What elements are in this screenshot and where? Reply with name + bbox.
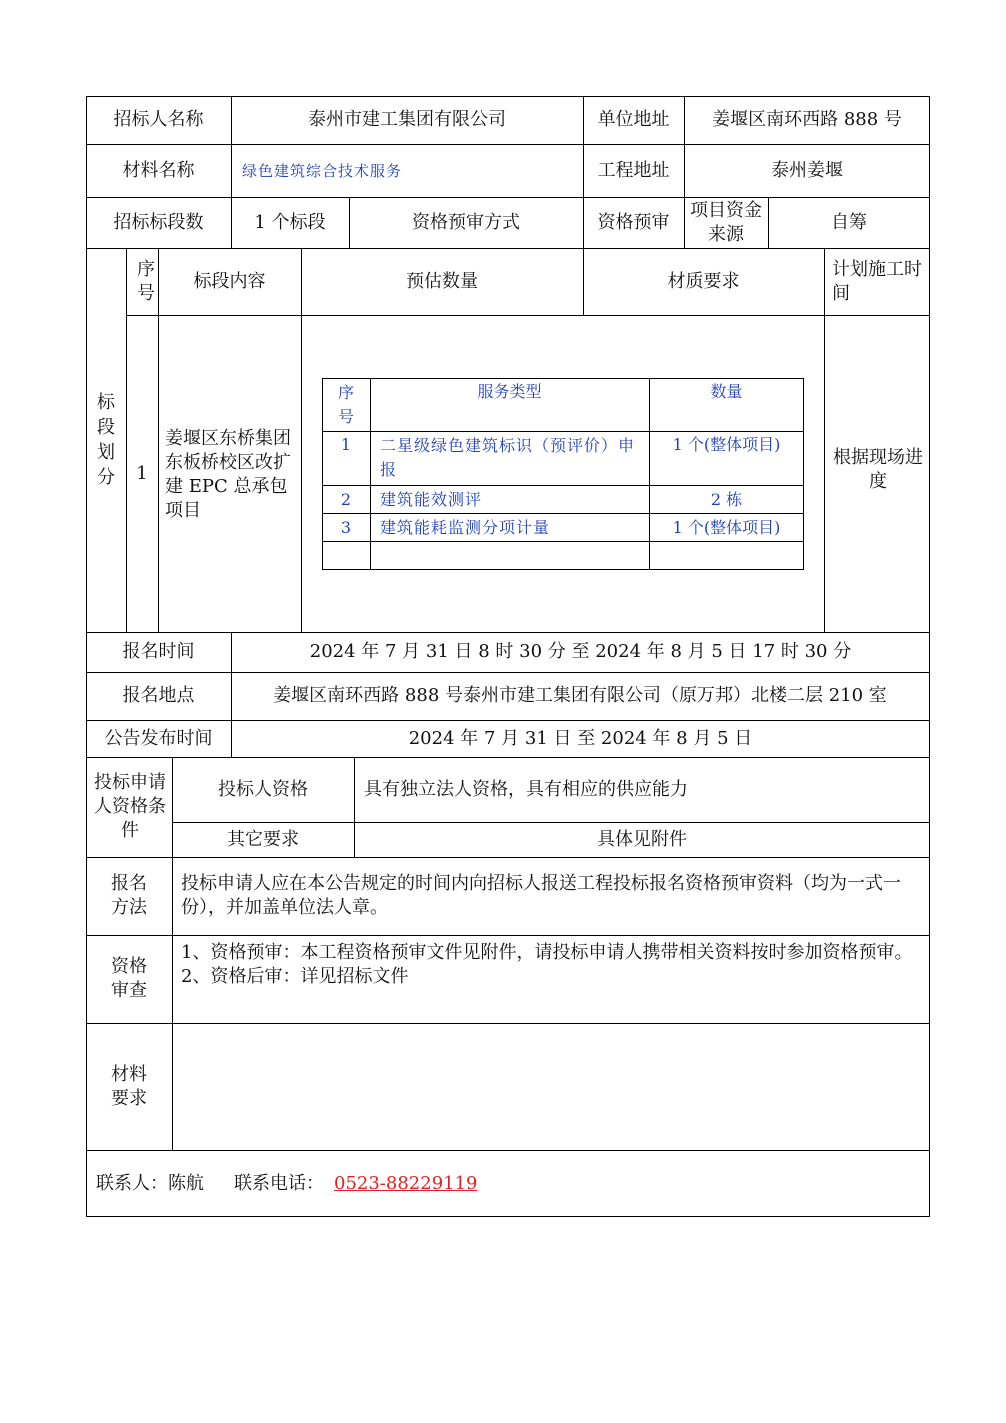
material-requirement-label: 材料要求 [111, 1063, 147, 1109]
review-line-2: 2、资格后审：详见招标文件 [181, 966, 409, 987]
project-address-label: 工程地址 [597, 159, 670, 181]
contact-phone-label: 联系电话： [234, 1172, 324, 1194]
inner-row-1-qty: 1 个(整体项目) [672, 435, 781, 454]
registration-time-label: 报名时间 [122, 641, 195, 662]
qualification-label: 投标申请人资格条件 [94, 772, 166, 841]
other-requirements-value: 具体见附件 [597, 828, 687, 850]
tenderer-label: 招标人名称 [113, 109, 204, 130]
fund-source-value: 自筹 [831, 211, 867, 233]
material-label: 材料名称 [122, 159, 195, 181]
inner-row-3-no: 3 [340, 517, 352, 537]
registration-method-value: 投标申请人应在本公告规定的时间内向招标人报送工程投标报名资格预审资料（均为一式一份），并加盖单位法人章。 [181, 873, 901, 918]
publish-time-value: 2024 年 7 月 31 日 至 2024 年 8 月 5 日 [408, 727, 753, 749]
material-value: 绿色建筑综合技术服务 [242, 161, 403, 180]
registration-place-value: 姜堰区南环西路 888 号泰州市建工集团有限公司（原万邦）北楼二层 210 室 [273, 685, 887, 706]
prequal-method-label: 资格预审方式 [412, 211, 520, 233]
address-label: 单位地址 [597, 109, 670, 130]
header-quantity: 预估数量 [406, 270, 478, 292]
contact-person: 陈航 [168, 1172, 204, 1194]
inner-header-no: 序号 [337, 383, 354, 426]
inner-header-qty: 数量 [710, 382, 743, 401]
inner-header-service: 服务类型 [477, 382, 542, 401]
inner-row-3-service: 建筑能耗监测分项计量 [380, 517, 551, 537]
inner-row-3-qty: 1 个(整体项目) [672, 517, 781, 537]
project-address-value: 泰州姜堰 [771, 159, 843, 181]
sections-label: 招标标段数 [113, 211, 204, 233]
fund-source-label: 项目资金来源 [690, 199, 762, 245]
tenderer-value: 泰州市建工集团有限公司 [308, 109, 506, 130]
bidder-qualification-label: 投标人资格 [218, 778, 308, 800]
registration-time-value: 2024 年 7 月 31 日 8 时 30 分 至 2024 年 8 月 5 日 17 时 30 分 [309, 641, 852, 662]
registration-method-label: 报名方法 [111, 873, 147, 918]
contact-row [96, 1150, 916, 1217]
publish-time-label: 公告发布时间 [104, 727, 213, 749]
contact-phone-link[interactable]: 0523-88229119 [334, 1172, 478, 1194]
header-material-req: 材质要求 [667, 270, 740, 292]
qualification-review-text [181, 941, 921, 989]
qualification-review-label: 资格审查 [111, 956, 147, 1001]
inner-row-1-no: 1 [340, 435, 352, 454]
header-schedule: 计划施工时间 [832, 259, 922, 304]
registration-place-label: 报名地点 [122, 685, 195, 706]
inner-row-2-no: 2 [340, 489, 352, 509]
inner-row-2-service: 建筑能效测评 [380, 489, 483, 509]
review-line-1: 1、资格预审：本工程资格预审文件见附件，请投标申请人携带相关资料按时参加资格预审。 [181, 942, 913, 963]
sections-value: 1 个标段 [254, 211, 326, 233]
prequal-method-value: 资格预审 [597, 211, 670, 233]
inner-row-2-qty: 2 栋 [710, 489, 743, 509]
other-requirements-label: 其它要求 [227, 828, 299, 850]
address-value: 姜堰区南环西路 888 号 [712, 109, 902, 130]
header-no: 序号 [137, 259, 155, 304]
header-content: 标段内容 [193, 270, 266, 292]
inner-row-1-service: 二星级绿色建筑标识（预评价）申报 [380, 436, 636, 479]
bidder-qualification-value: 具有独立法人资格，具有相应的供应能力 [364, 778, 688, 800]
contact-person-label: 联系人： [96, 1172, 168, 1194]
section-row-schedule: 根据现场进度 [833, 447, 923, 492]
section-row-content: 姜堰区东桥集团东板桥校区改扩建 EPC 总承包项目 [165, 428, 291, 521]
section-division-label: 标段划分 [97, 392, 115, 488]
section-row-no: 1 [136, 462, 148, 484]
